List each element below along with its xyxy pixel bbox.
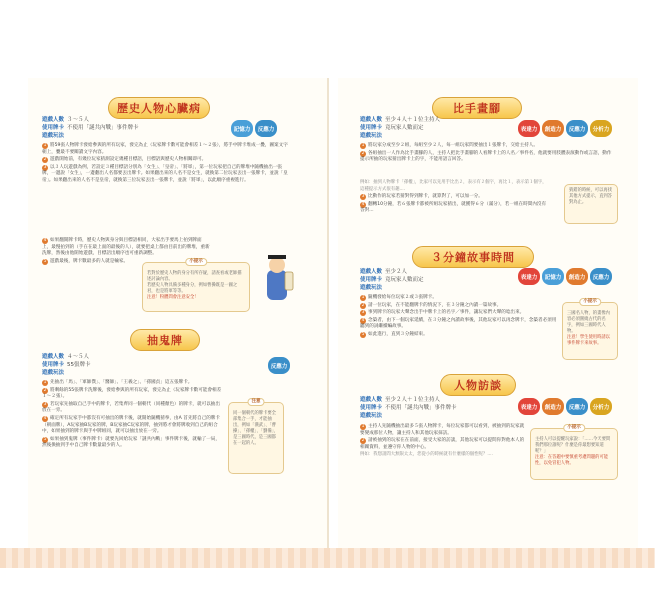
interview-tip xyxy=(530,425,618,480)
rule-item: 5 如此進行，直到３分鐘結束。 xyxy=(361,331,428,337)
rule-item: 2 請一位玩家，在不能翻牌卡的情況下，在３分鐘之內讀一篇故事。 xyxy=(361,302,502,308)
section-title-text: ３分鐘故事時間 xyxy=(431,251,515,264)
tip-text: 同一個朝代的牌卡要全部集合一手，才能抽出，例如「漢武」、「曹操」、「孫權」、「劉備」，是三國時代，是三國都在一起的人。 xyxy=(233,411,279,446)
section-title-draw xyxy=(130,329,200,351)
section-title-text: 歷史人物心臟病 xyxy=(117,102,201,115)
rule-item: 3 若玩家先抽取自己手中的牌卡，若集齊同一個朝代（同種顏色）的牌卡，就可以抽出放在一旁。 xyxy=(42,401,220,414)
cards-value: 不使用「謎共內戰」事件牌卡 xyxy=(67,125,139,131)
badge-memory: 記憶力 xyxy=(542,268,564,285)
story-info xyxy=(360,268,510,292)
badge-expression: 表達力 xyxy=(518,268,540,285)
story-badges xyxy=(518,268,612,285)
section-title-text: 比手畫腳 xyxy=(453,102,501,115)
badge-reaction: 反應力 xyxy=(255,120,277,137)
players-key: 遊戲人數 xyxy=(360,117,383,123)
players-value: ３～５人 xyxy=(67,117,90,123)
cards-key: 使用牌卡 xyxy=(360,277,383,283)
history-rules xyxy=(42,143,290,186)
cards-key: 使用牌卡 xyxy=(42,125,65,131)
play-label: 遊戲玩法 xyxy=(360,133,383,139)
rule-item: 4 念築者，由下一個玩家延續，在３分鐘之內讀故事後，其他玩家可以再念牌卡，念築者必須用聽到的詞繼續編故事。 xyxy=(360,317,557,330)
example-text: 例如：抽到人物牌卡「孫權」，比家可以先用手比出２，表示有２個字，再比１，表示第１個字，這種提示方式很有趣.... xyxy=(360,180,547,192)
draw-info xyxy=(42,353,222,377)
rule-item: 1 主持人先隨機抽出最多５張人物牌卡，每位玩家都可以看到，被抽到的玩家就要變成那位人物，讓主持人和其他玩家採訪。 xyxy=(360,424,525,436)
section-title-text: 人物訪談 xyxy=(454,379,502,392)
play-label: 遊戲玩法 xyxy=(42,370,65,376)
gesture-info xyxy=(360,116,510,140)
gesture-rules xyxy=(360,143,615,165)
decorative-border xyxy=(0,548,655,568)
badge-reaction: 反應力 xyxy=(590,268,612,285)
section-title-interview xyxy=(440,374,516,396)
book-gutter xyxy=(327,78,329,548)
rule-item: 1 先抽出「馬」、「軍師僕」、「醫師」、「王羲之」、「孫國貞」這五張牌卡。 xyxy=(43,380,193,385)
cards-key: 使用牌卡 xyxy=(42,362,65,368)
tip-heading: 小提示 xyxy=(563,424,585,432)
players-key: 遊戲人數 xyxy=(360,397,383,403)
story-rules xyxy=(360,295,560,340)
rule-item: 4 翻轉10分鐘，若６張牌卡都被所組玩家猜出，就獲得６分（滿分），若一組在時間內沒有答對... xyxy=(360,201,547,214)
interview-rules xyxy=(360,424,525,460)
draw-rules xyxy=(42,380,222,451)
interview-badges xyxy=(518,398,612,415)
tip-heading: 注意 xyxy=(248,398,265,406)
badge-memory: 記憶力 xyxy=(231,120,253,137)
cards-value: 竟玩家人數而定 xyxy=(385,125,424,131)
badge-creativity: 創造力 xyxy=(542,120,564,137)
tip-heading: 小提示 xyxy=(185,258,207,266)
rule-item: 4 確定所有玩家手中都沒有可抽出的牌卡後，就開始隨機猜拳，由A 首先將自己的牌卡（朝面牌），A玩家抽B玩家的牌，B玩家抽C玩家的牌，抽到將才會將牌收到自己的組合中，如果抽到的牌卡與手中牌組同，就可以抽出放在一旁。 xyxy=(42,415,220,435)
rule-item: 4 如果翻開牌卡時，歷史人物與身分與目標語相同，大家出手要馬上拍到牌面上，最慢拍到的（手在在最上面的最後的人），就要把桌上都由目前出的牌堆，重新洗牌，然後由他開始遊戲，目標語出順序也可重新調整。 xyxy=(42,238,210,257)
rule-item: 1 將59張人物牌卡發給參與的所有玩家，發完為止（玩家牌卡數可能會相差１～２張），將手中牌卡堆成一疊，圖案文字朝上，疊最不要關讀文字內容。 xyxy=(42,143,288,155)
history-info xyxy=(42,116,222,140)
history-badges xyxy=(231,120,277,137)
story-tip xyxy=(562,299,618,360)
rule-item: 1 隨機發給每位玩家２或３張牌卡。 xyxy=(361,295,437,300)
players-value: ４～５人 xyxy=(67,354,90,360)
cards-key: 使用牌卡 xyxy=(360,405,383,411)
players-value: 至少４人＋１位主持人 xyxy=(385,117,441,123)
rule-item: 2 請被抽到的玩家在在前面，接受大家的訪談，其他玩家可以提問你對他本人的相關資料，並遵守你人物的中心。 xyxy=(360,438,525,450)
badge-reaction: 反應力 xyxy=(268,357,290,374)
gesture-rules-cont xyxy=(360,180,550,216)
tip-text: 若對於歷史人物的身分有所存疑，請查看或老師描述討論內容。 xyxy=(147,271,242,282)
rule-item: 5 如果抽到鬼牌（事件牌卡）就要先回給玩家「謎共內戰」事件牌卡後，就輸了一局，然後換抽到手中自己牌卡數量最少的人。 xyxy=(42,436,220,449)
rule-item: 2 將剩餘的55張牌卡洗牌後，發給參與的所有玩家，發完為止（玩家牌卡數可能會相差１～２張）。 xyxy=(42,387,222,400)
tip-text: 主持人可以提醒玩家說：「……今天要問我們那位誰呢？什麼是你最想要知道呢？」 xyxy=(535,437,611,454)
cards-value: 竟玩家人數而定 xyxy=(385,277,424,283)
section-title-text: 抽鬼牌 xyxy=(147,334,183,347)
rule-item: 3 比動作的玩家若猜對得到牌卡，就算對了，可以加一分。 xyxy=(361,194,483,200)
players-key: 遊戲人數 xyxy=(360,269,383,275)
example-text: 例如：我想請問大無限太太，您從小的時候就有什麼樣的個性呢？.... xyxy=(360,452,493,458)
gesture-tip xyxy=(564,184,618,224)
badge-reaction: 反應力 xyxy=(566,398,588,415)
cards-key: 使用牌卡 xyxy=(360,125,383,131)
rule-item: 5 遊戲最後，牌卡數最多的人就是輸家。 xyxy=(43,258,129,264)
history-tip xyxy=(142,259,250,312)
cards-value: 55張牌卡 xyxy=(67,362,91,368)
play-label: 遊戲玩法 xyxy=(42,133,65,139)
players-key: 遊戲人數 xyxy=(42,117,65,123)
badge-creativity: 創造力 xyxy=(566,268,588,285)
badge-analysis: 分析力 xyxy=(590,120,612,137)
play-label: 遊戲玩法 xyxy=(360,413,383,419)
tip-note: 注意：在答題中要慎重考慮問題的可能性，以免冒犯人物。 xyxy=(535,455,609,466)
rule-item: 1 將玩家分成至少２組，每組至少２人，每一組玩家問要抽出１張牌卡，交給主持人。 xyxy=(361,143,538,148)
emperor-illustration xyxy=(255,252,299,304)
play-label: 遊戲玩法 xyxy=(360,285,383,291)
cards-value: 不使用「謎共內戰」事件牌卡 xyxy=(385,405,457,411)
badge-reaction: 反應力 xyxy=(566,120,588,137)
gesture-badges xyxy=(518,120,612,137)
section-title-story xyxy=(412,246,534,268)
draw-badges xyxy=(268,357,290,374)
tip-note: 注意！粉體問會注意安全！ xyxy=(147,295,199,300)
rule-item: 3 事到牌卡的玩家大聲念出手中牌卡上的名字／事件，讓玩家們大聲的唸出來。 xyxy=(361,310,525,316)
tip-text: 三國名人物，的畫像內容必須圍繞古代的名字，例如三國時代人物。 xyxy=(567,311,610,334)
draw-tip xyxy=(228,399,284,474)
badge-creativity: 創造力 xyxy=(542,398,564,415)
players-value: 至少２人 xyxy=(385,269,408,275)
rule-item: 2 遊戲開始前，有幾位玩家猜測設定幾種目標語，目標語與歷史人物相關即可。 xyxy=(43,157,207,163)
players-value: 至少２人＋１位主持人 xyxy=(385,397,441,403)
badge-expression: 表達力 xyxy=(518,398,540,415)
tip-text: 猜錯的時候，可以再找其他方式提示，直到答對為止。 xyxy=(569,188,612,205)
tip-text: 若歷史人物具備多種身分，例如曹操既是一國之君，也是將軍等等。 xyxy=(147,283,238,294)
interview-info xyxy=(360,396,510,420)
players-key: 遊戲人數 xyxy=(42,354,65,360)
rule-item: 2 各組抽出一人作為比手畫腳的人，主持人把比手畫腳的人看牌卡上的人名／事件名，他就要用肢體表演動作或言語，動作提示所抽的玩家猜出牌卡上的字，不能用語言回答。 xyxy=(360,150,612,163)
badge-analysis: 分析力 xyxy=(590,398,612,415)
badge-expression: 表達力 xyxy=(518,120,540,137)
rule-item: 3 以３人玩遊戲為例，若設定３種目標語分別為「女生」、「皇帝」、「將軍」，第一位玩家把自己的牌堆中隨機抽出一張牌，一邊說「女生」，一邊翻出人名都要丟出牌卡。如果翻出來的人名不是女生，就換第二位玩家丟出一張牌卡，並說「皇帝」。如果翻出來的人名不是皇帝，就換第三位玩家丟出一張牌卡，並說「將軍」，以此順序重複進行。 xyxy=(42,164,288,183)
tip-note: 注意！學生使用時請以事件牌卡來故事。 xyxy=(567,335,610,346)
tip-heading: 小提示 xyxy=(579,298,601,306)
